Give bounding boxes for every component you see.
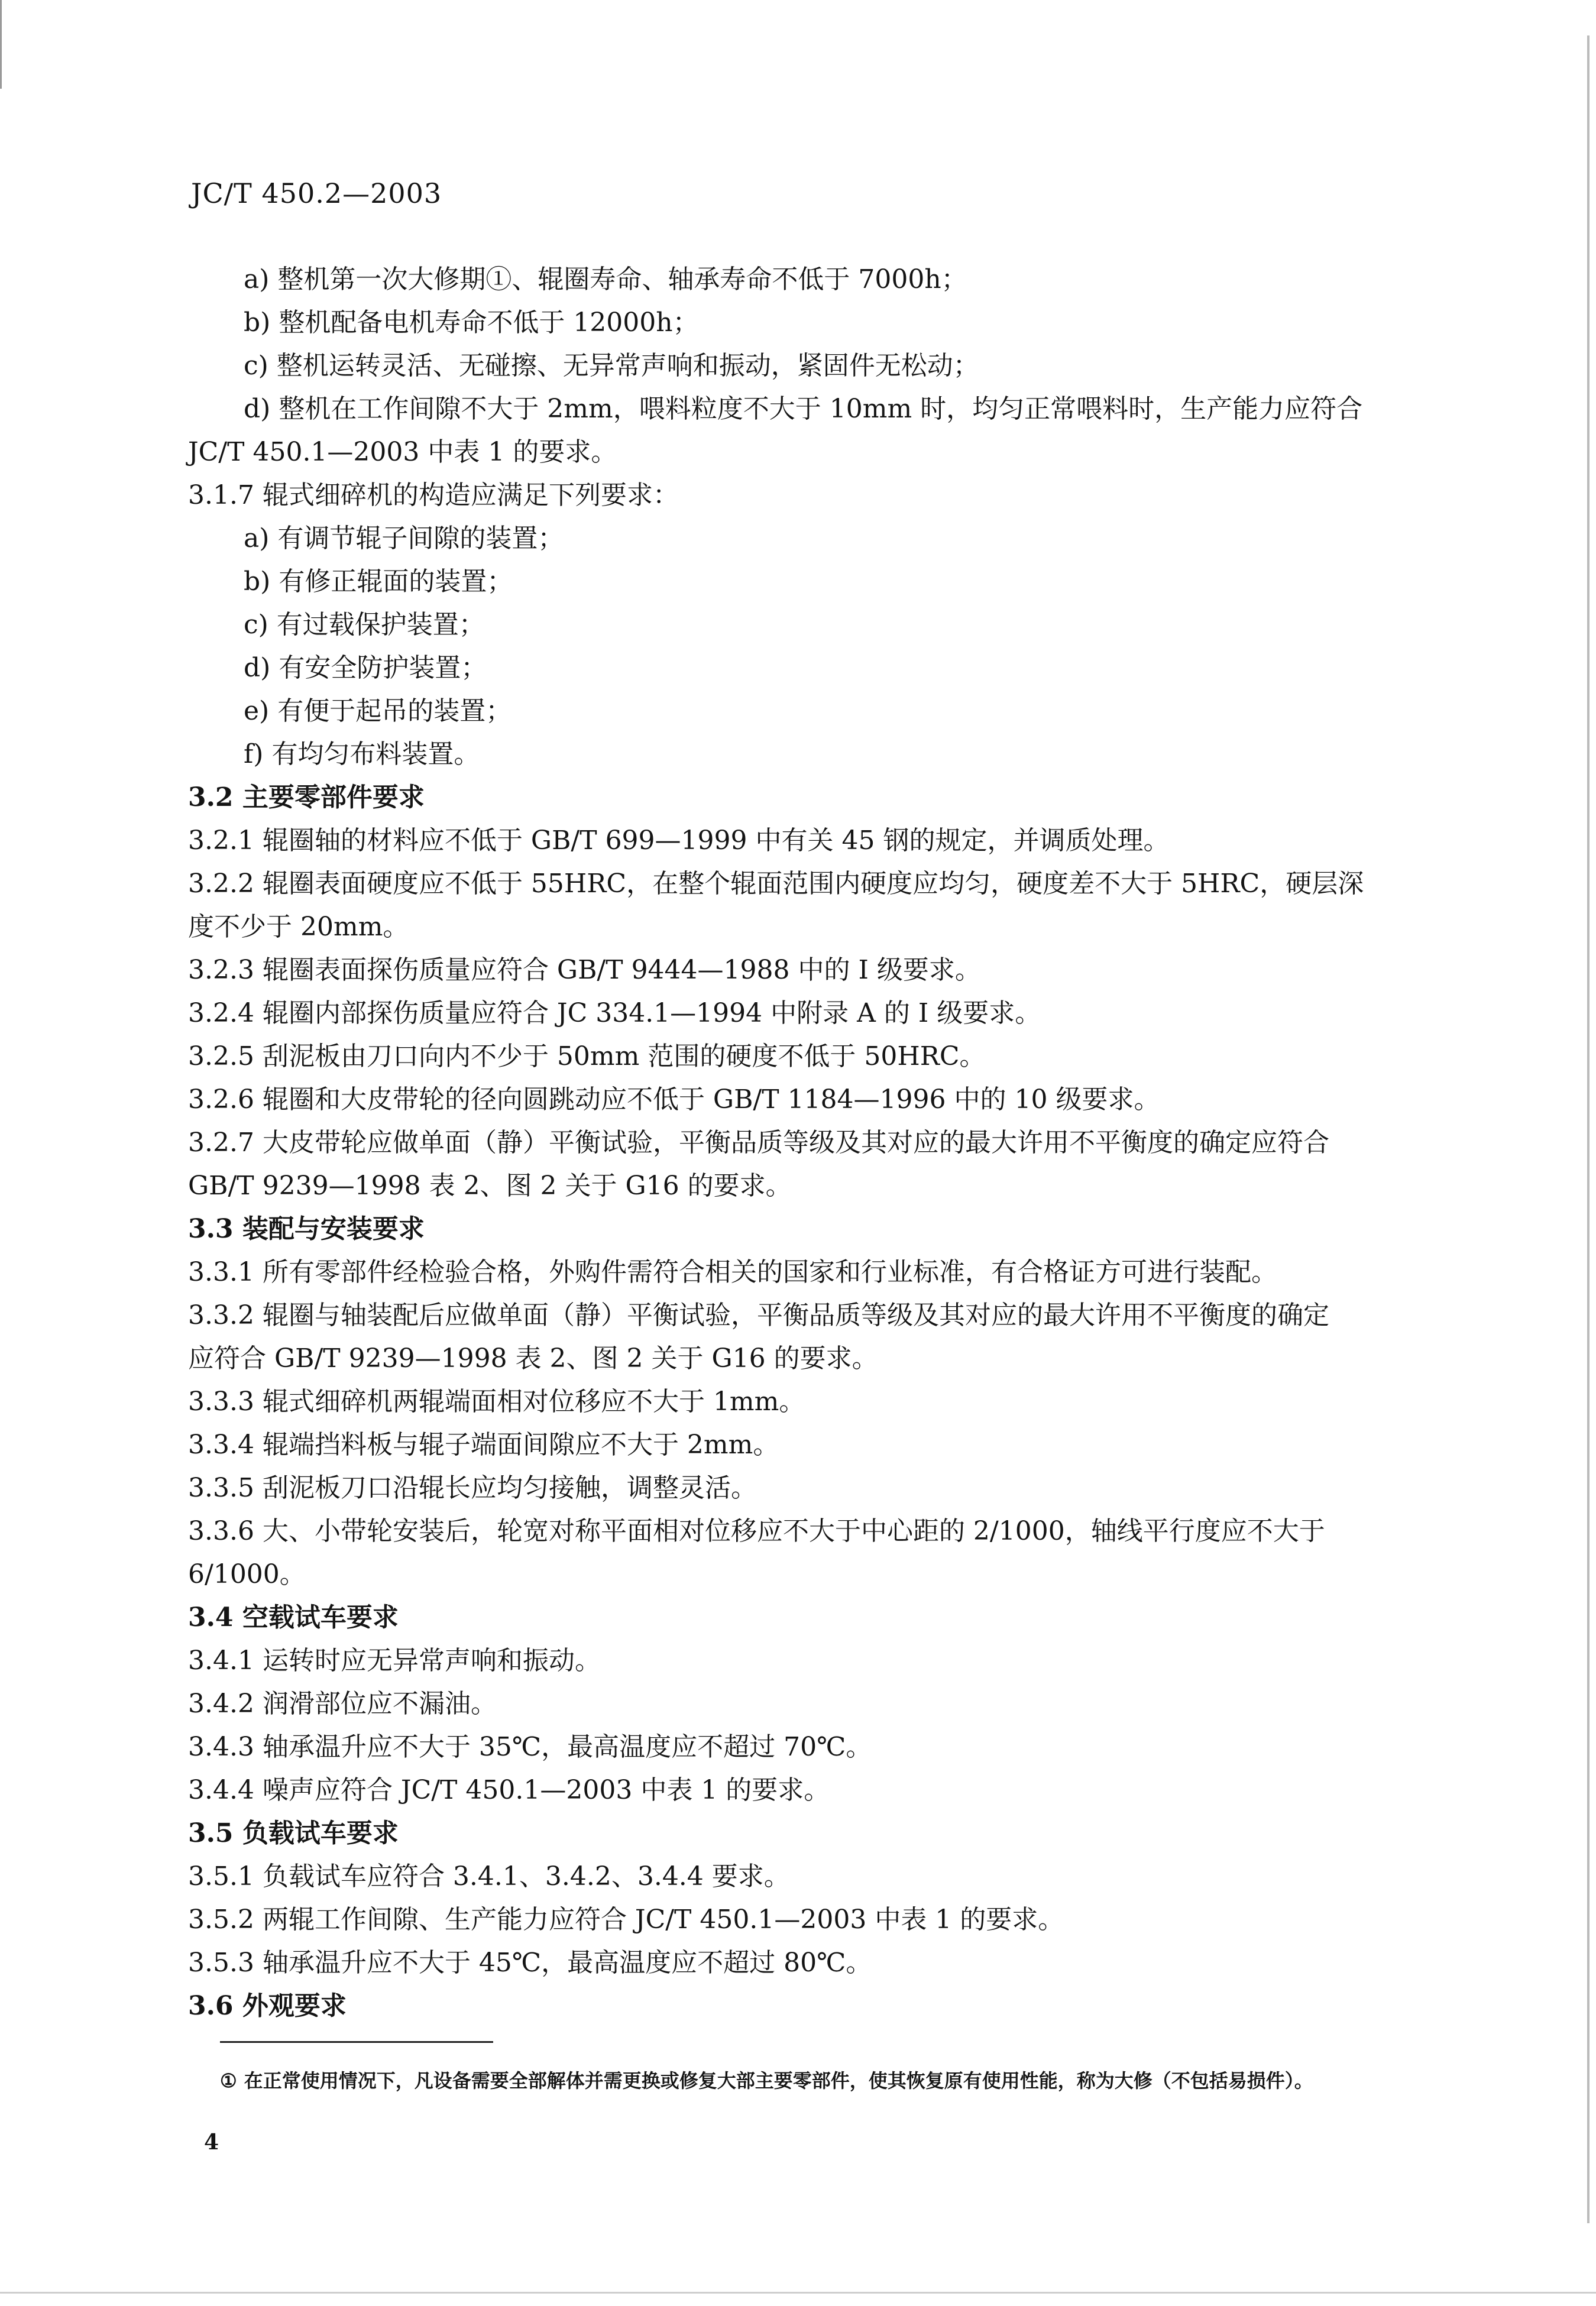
footnote-text: 在正常使用情况下，凡设备需要全部解体并需更换或修复大部主要零部件，使其恢复原有使用性能，称为大修（不包括易损件）。: [244, 2069, 1313, 2092]
scan-edge-right: [1587, 35, 1589, 2223]
clause-3-2-3: 3.2.3 辊圈表面探伤质量应符合 GB/T 9444—1988 中的 I 级要求。: [188, 955, 981, 985]
footnote-separator: [220, 2041, 493, 2043]
section-heading-3-5: 3.5 负载试车要求: [188, 1818, 399, 1848]
clause-3-2-6: 3.2.6 辊圈和大皮带轮的径向圆跳动应不低于 GB/T 1184—1996 中的 10 级要求。: [188, 1084, 1160, 1115]
clause-3-3-6-cont: 6/1000。: [188, 1559, 306, 1589]
clause-3-2-1: 3.2.1 辊圈轴的材料应不低于 GB/T 699—1999 中有关 45 钢的规定，并调质处理。: [188, 825, 1170, 856]
clause-3-3-2: 3.3.2 辊圈与轴装配后应做单面（静）平衡试验，平衡品质等级及其对应的最大许用不平衡度的确定: [188, 1300, 1329, 1330]
clause-3-3-3: 3.3.3 辊式细碎机两辊端面相对位移应不大于 1mm。: [188, 1387, 805, 1417]
scan-edge-bottom: [0, 2292, 1596, 2294]
clause-3-4-4: 3.4.4 噪声应符合 JC/T 450.1—2003 中表 1 的要求。: [188, 1775, 830, 1805]
clause-3-4-2: 3.4.2 润滑部位应不漏油。: [188, 1689, 497, 1719]
clause-3-2-2: 3.2.2 辊圈表面硬度应不低于 55HRC，在整个辊面范围内硬度应均匀，硬度差不大于 5HRC，硬层深: [188, 869, 1364, 899]
scan-edge-left: [0, 0, 2, 89]
clause-3-1-7: 3.1.7 辊式细碎机的构造应满足下列要求：: [188, 480, 679, 510]
footnote-mark: ①: [220, 2069, 237, 2092]
clause-3-5-2: 3.5.2 两辊工作间隙、生产能力应符合 JC/T 450.1—2003 中表 1 的要求。: [188, 1905, 1064, 1935]
requirement-item-c: c) 整机运转灵活、无碰擦、无异常声响和振动，紧固件无松动；: [244, 351, 979, 381]
clause-3-5-1: 3.5.1 负载试车应符合 3.4.1、3.4.2、3.4.4 要求。: [188, 1861, 790, 1892]
document-code-header: JC/T 450.2—2003: [191, 177, 442, 209]
construction-item-a: a) 有调节辊子间隙的装置；: [244, 523, 564, 553]
clause-3-5-3: 3.5.3 轴承温升应不大于 45℃，最高温度应不超过 80℃。: [188, 1948, 872, 1978]
requirement-item-d-cont: JC/T 450.1—2003 中表 1 的要求。: [188, 437, 617, 467]
clause-3-2-7: 3.2.7 大皮带轮应做单面（静）平衡试验，平衡品质等级及其对应的最大许用不平衡度的确定应符合: [188, 1128, 1329, 1158]
construction-item-c: c) 有过载保护装置；: [244, 610, 485, 640]
clause-3-4-3: 3.4.3 轴承温升应不大于 35℃，最高温度应不超过 70℃。: [188, 1732, 872, 1762]
footnote: [220, 2067, 1450, 2094]
requirement-item-d: d) 整机在工作间隙不大于 2mm，喂料粒度不大于 10mm 时，均匀正常喂料时，生产能力应符合: [244, 394, 1363, 424]
construction-item-f: f) 有均匀布料装置。: [244, 739, 480, 769]
construction-item-d: d) 有安全防护装置；: [244, 653, 487, 683]
section-heading-3-2: 3.2 主要零部件要求: [188, 782, 425, 812]
requirement-item-b: b) 整机配备电机寿命不低于 12000h；: [244, 307, 699, 338]
clause-3-2-7-cont: GB/T 9239—1998 表 2、图 2 关于 G16 的要求。: [188, 1171, 792, 1201]
clause-3-3-1: 3.3.1 所有零部件经检验合格，外购件需符合相关的国家和行业标准，有合格证方可进行装配。: [188, 1257, 1277, 1287]
clause-3-2-4: 3.2.4 辊圈内部探伤质量应符合 JC 334.1—1994 中附录 A 的 I 级要求。: [188, 998, 1041, 1028]
section-heading-3-6: 3.6 外观要求: [188, 1991, 347, 2021]
clause-3-2-5: 3.2.5 刮泥板由刀口向内不少于 50mm 范围的硬度不低于 50HRC。: [188, 1041, 986, 1071]
clause-3-2-2-cont: 度不少于 20mm。: [188, 912, 409, 942]
section-heading-3-4: 3.4 空载试车要求: [188, 1602, 399, 1633]
section-heading-3-3: 3.3 装配与安装要求: [188, 1214, 425, 1244]
page-number: 4: [204, 2130, 219, 2155]
construction-item-b: b) 有修正辊面的装置；: [244, 566, 513, 597]
clause-3-3-2-cont: 应符合 GB/T 9239—1998 表 2、图 2 关于 G16 的要求。: [188, 1343, 878, 1374]
clause-3-3-6: 3.3.6 大、小带轮安装后，轮宽对称平面相对位移应不大于中心距的 2/1000，轴线平行度应不大于: [188, 1516, 1325, 1546]
clause-3-3-5: 3.3.5 刮泥板刀口沿辊长应均匀接触，调整灵活。: [188, 1473, 757, 1503]
construction-item-e: e) 有便于起吊的装置；: [244, 696, 512, 726]
clause-3-4-1: 3.4.1 运转时应无异常声响和振动。: [188, 1646, 601, 1676]
requirement-item-a: a) 整机第一次大修期①、辊圈寿命、轴承寿命不低于 7000h；: [244, 264, 967, 294]
clause-3-3-4: 3.3.4 辊端挡料板与辊子端面间隙应不大于 2mm。: [188, 1430, 779, 1460]
